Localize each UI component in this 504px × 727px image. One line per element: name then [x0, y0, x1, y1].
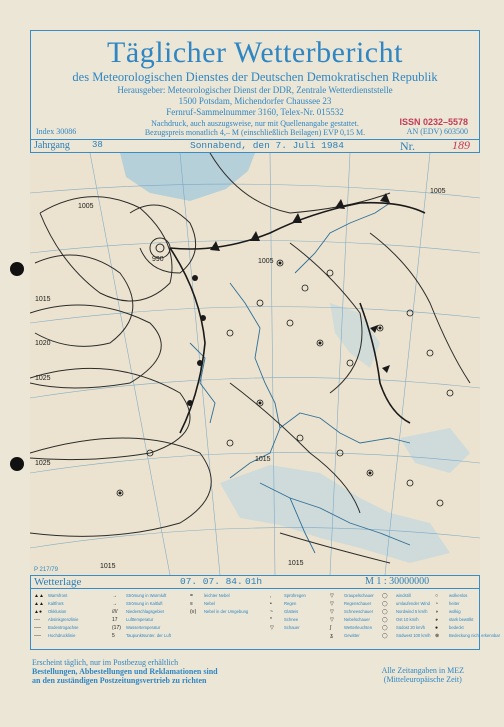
- legend-item: Sprühregen: [284, 593, 306, 598]
- isobar-label-1015-c: 1015: [100, 563, 116, 570]
- legend-item: Gewitter: [344, 633, 360, 638]
- legend-item: windstill: [396, 593, 411, 598]
- issue-header: [30, 139, 480, 153]
- legend-item: Bedeckung nicht erkennbar: [449, 633, 500, 638]
- footer-line-1: Erscheint täglich, nur im Postbezug erhältlich: [32, 658, 179, 667]
- legend-item: heiter: [449, 601, 460, 606]
- legend-item: Niederschlagsgebiet: [126, 609, 164, 614]
- legend-item: Schauer: [284, 625, 300, 630]
- isobar-label-1005-b: 1005: [430, 188, 446, 195]
- wetterlage-bar: [30, 575, 480, 589]
- footer-line-2: Bestellungen, Abbestellungen und Reklamationen sind: [32, 667, 218, 676]
- legend-col-fronts: ▲▲ Warmfront ▲▲ Kaltfront ▲● Okklusion ╌╌ Absinkgrenzlinie ── Bodentrogachse ── Hochdrucklinie: [34, 593, 79, 639]
- legend-item: Südost 20 km/h: [396, 625, 426, 630]
- legend-item: Schneeschauer: [344, 609, 374, 614]
- symbol-legend: [30, 590, 500, 646]
- legend-item: Nordwind 5 km/h: [396, 609, 428, 614]
- legend-col-precip: , Sprühregen • Regen ~ Glatteis * Schnee ▽ Schauer: [270, 593, 306, 631]
- wetterlage-label: Wetterlage: [34, 576, 82, 588]
- legend-item: wolkenlos: [449, 593, 468, 598]
- legend-item: umlaufender Wind: [396, 601, 430, 606]
- legend-item: Absinkgrenzlinie: [48, 617, 79, 622]
- legend-item: wolkig: [449, 609, 461, 614]
- footer-note-1: Alle Zeitangaben in MEZ: [381, 666, 464, 675]
- isobar-label-1015-a: 1015: [35, 296, 51, 303]
- legend-item: Taupunktsunter. der Luft: [126, 633, 171, 638]
- legend-item: Nebelschauer: [344, 617, 370, 622]
- legend-item: Hochdrucklinie: [48, 633, 76, 638]
- legend-item: Regen: [284, 601, 297, 606]
- jahrgang-value: 38: [92, 140, 103, 150]
- price-line: Bezugspreis monatlich 4,– M (einschließlich Beilagen) EVP 0,15 M.: [144, 128, 366, 137]
- legend-item: Strömung in Warmluft: [126, 593, 167, 598]
- an-number: AN (EDV) 603500: [406, 127, 468, 136]
- issue-date: Sonnabend, den 7. Juli 1984: [190, 140, 344, 151]
- legend-item: Wetterleuchten: [344, 625, 373, 630]
- footer-subscription: [32, 658, 218, 685]
- punch-hole-top: [10, 262, 24, 276]
- isobar-label-1015-b: 1015: [255, 456, 271, 463]
- isobar-label-1005-c: 1005: [258, 258, 274, 265]
- weather-map: [30, 153, 480, 575]
- jahrgang-label: Jahrgang: [34, 140, 70, 151]
- legend-item: Warmfront: [48, 593, 68, 598]
- low-center-pressure: 990: [152, 256, 164, 263]
- punch-hole-bottom: [10, 457, 24, 471]
- index-number: Index 30086: [36, 127, 77, 136]
- footer-time-note: [382, 666, 464, 684]
- legend-item: Graupelschauer: [344, 593, 374, 598]
- legend-item: Glatteis: [284, 609, 299, 614]
- legend-item: Schnee: [284, 617, 299, 622]
- footer-line-3: an den zuständigen Postzeitungsvertrieb zu richten: [32, 676, 207, 685]
- issn: ISSN 0232–5578: [399, 117, 468, 127]
- isobar-label-1020: 1020: [35, 340, 51, 347]
- wetterlage-date: 07. 07. 84.: [180, 576, 243, 587]
- isobar-label-1005-a: 1005: [78, 203, 94, 210]
- legend-item: Nebel in der Umgebung: [204, 609, 249, 614]
- legend-item: Kaltfront: [48, 601, 64, 606]
- legend-col-cloud: ○ wolkenlos ◔ heiter ◑ wolkig ◕ stark bewölkt ● bedeckt ⊗ Bedeckung nicht erkennbar: [435, 593, 500, 639]
- legend-item: leichter Nebel: [204, 593, 230, 598]
- legend-item: Lufttemperatur: [126, 617, 154, 622]
- legend-col-flow: → Strömung in Warmluft → Strömung in Kaltluft //// Niederschlagsgebiet 17 Lufttemperatur (17) Wassertemperatur 5 Taupunktsunter. der Luft: [112, 593, 171, 639]
- footer-note-2: (Mitteleuropäische Zeit): [383, 675, 462, 684]
- masthead-title: Täglicher Wetterbericht: [107, 36, 403, 69]
- address-line: 1500 Potsdam, Michendorfer Chaussee 23: [178, 96, 332, 106]
- legend-item: bedeckt: [449, 625, 464, 630]
- wetterlage-hour: 01h: [245, 576, 263, 587]
- publisher-line: Herausgeber: Meteorologischer Dienst der DDR, Zentrale Wetterdienststelle: [117, 85, 393, 95]
- nr-value: 189: [452, 138, 470, 152]
- isobar-label-1025-a: 1025: [35, 375, 51, 382]
- legend-item: Ost 10 km/h: [396, 617, 419, 622]
- legend-col-fog: = leichter Nebel ≡ Nebel (≡) Nebel in der Umgebung: [190, 593, 249, 615]
- legend-item: Nebel: [204, 601, 215, 606]
- isobar-label-1015-d: 1015: [288, 560, 304, 567]
- isobar-label-1025-b: 1025: [35, 460, 51, 467]
- legend-item: Regenschauer: [344, 601, 372, 606]
- masthead-subtitle: des Meteorologischen Dienstes der Deutschen Demokratischen Republik: [72, 70, 438, 84]
- legend-item: Strömung in Kaltluft: [126, 601, 163, 606]
- legend-item: Okklusion: [48, 609, 67, 614]
- reprint-line: Nachdruck, auch auszugsweise, nur mit Quellenangabe gestattet.: [151, 119, 359, 128]
- legend-col-wind: ◯ windstill ◯ umlaufender Wind ◯ Nordwind 5 km/h ◯ Ost 10 km/h ◯ Südost 20 km/h ◯ Südwest 100 km/h: [382, 593, 431, 639]
- nr-label: Nr.: [400, 139, 415, 153]
- legend-item: Bodentrogachse: [48, 625, 79, 630]
- map-scale: M 1 : 30000000: [365, 576, 430, 587]
- legend-item: stark bewölkt: [449, 617, 474, 622]
- legend-item: Südwest 100 km/h: [396, 633, 431, 638]
- legend-item: Wassertemperatur: [126, 625, 161, 630]
- legend-col-showers: ▽ Graupelschauer ▽ Regenschauer ▽ Schneeschauer ▽ Nebelschauer ʃ Wetterleuchten ʓ Gewitter: [330, 593, 374, 639]
- phone-line: Fernruf-Sammelnummer 3160, Telex-Nr. 015532: [166, 107, 344, 117]
- map-code: P 217/79: [34, 567, 58, 573]
